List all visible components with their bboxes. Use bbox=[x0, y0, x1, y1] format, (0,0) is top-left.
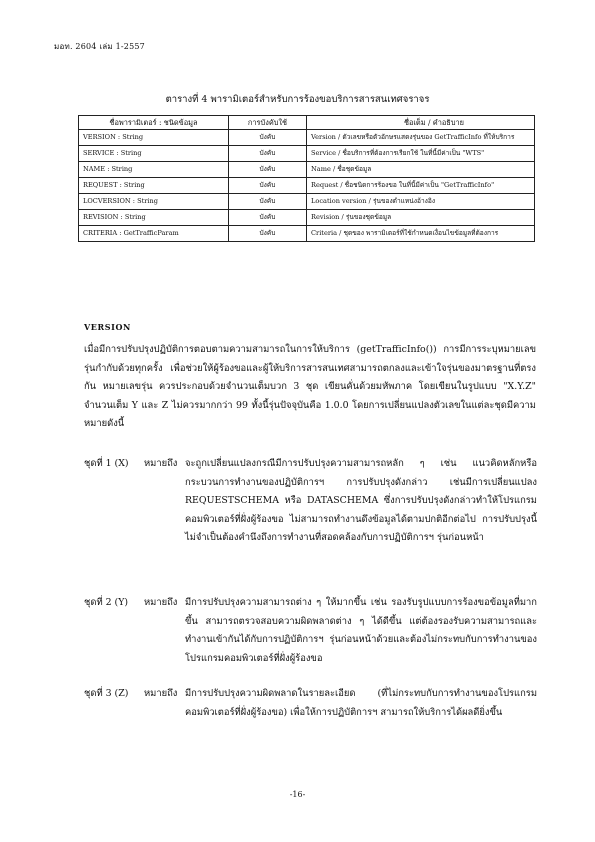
cell-enforcement: บังคับ bbox=[229, 178, 307, 194]
section-title-version: VERSION bbox=[84, 322, 131, 332]
version-paragraph: เมื่อมีการปรับปรุงปฏิบัติการตอบตามความสามารถในการให้บริการ (getTrafficInfo()) การมีการระบุหมายเลขรุ่นกำกับด้วยทุกครั้ง เพื่อช่วยให้ผู้ร้องขอและผู้ให้บริการสารสนเทศสามารถตกลงและเข้าใจรุ่นของมาตรฐานที่ตรงกัน หมายเลขรุ่น ควรประกอบด้วยจำนวนเต็มบวก 3 ชุด เขียนคั่นด้วยมหัพภาค โดยเขียนในรูปแบบ "X.Y.Z" จำนวนเต็ม Y และ Z ไม่ควรมากกว่า 99 ทั้งนี้รุ่นปัจจุบันคือ 1.0.0 โดยการเปลี่ยนแปลงตัวเลขในแต่ละชุดมีความหมายดังนี้ bbox=[84, 344, 536, 430]
item-description: จะถูกเปลี่ยนแปลงกรณีมีการปรับปรุงความสามารถหลัก ๆ เช่น แนวคิดหลักหรือกระบวนการทำงานของปฏิบัติการฯ การปรับปรุงดังกล่าว เช่นมีการเปลี่ยนแปลง REQUESTSCHEMA หรือ DATASCHEMA ซึ่งการปรับปรุงดังกล่าวทำให้โปรแกรมคอมพิวเตอร์ที่ฝั่งผู้ร้องขอ ไม่สามารถทำงานดึงข้อมูลได้ตามปกติอีกต่อไป การปรับปรุงนี้ไม่จำเป็นต้องคำนึงถึงการทำงานที่สอดคล้องกับการปฏิบัติการฯ รุ่นก่อนหน้า bbox=[185, 458, 537, 544]
table-row bbox=[79, 226, 535, 242]
cell-parameter: CRITERIA : GetTrafficParam bbox=[79, 226, 229, 242]
table-row bbox=[79, 210, 535, 226]
table-row bbox=[79, 130, 535, 146]
table-row bbox=[79, 146, 535, 162]
cell-parameter: REVISION : String bbox=[79, 210, 229, 226]
column-header-parameter: ชื่อพารามิเตอร์ : ชนิดข้อมูล bbox=[79, 116, 229, 130]
column-header-enforcement: การบังคับใช้ bbox=[229, 116, 307, 130]
page-number: -16- bbox=[289, 790, 306, 799]
item-label: ชุดที่ 1 (X) bbox=[84, 458, 129, 469]
item-label: ชุดที่ 2 (Y) bbox=[84, 597, 129, 608]
cell-description: Location version / รุ่นของตำแหน่งอ้างอิง bbox=[307, 194, 535, 210]
item-description: มีการปรับปรุงความผิดพลาดในรายละเอียด (ที่ไม่กระทบกับการทำงานของโปรแกรมคอมพิวเตอร์ที่ฝั่งผู้ร้องขอ) เพื่อให้การปฏิบัติการฯ สามารถให้บริการได้ผลดียิ่งขึ้น bbox=[185, 688, 537, 718]
cell-enforcement: บังคับ bbox=[229, 146, 307, 162]
table-header-row bbox=[79, 116, 535, 130]
cell-enforcement: บังคับ bbox=[229, 226, 307, 242]
cell-parameter: REQUEST : String bbox=[79, 178, 229, 194]
cell-description: Criteria / ชุดของ พารามิเตอร์ที่ใช้กำหนดเงื่อนไขข้อมูลที่ต้องการ bbox=[307, 226, 535, 242]
table-row bbox=[79, 194, 535, 210]
cell-enforcement: บังคับ bbox=[229, 194, 307, 210]
cell-parameter: VERSION : String bbox=[79, 130, 229, 146]
cell-description: Service / ชื่อบริการที่ต้องการเรียกใช้ ในที่นี้มีค่าเป็น "WTS" bbox=[307, 146, 535, 162]
item-label: ชุดที่ 3 (Z) bbox=[84, 688, 129, 699]
cell-description: Request / ชื่อชนิดการร้องขอ ในที่นี้มีค่าเป็น "GetTrafficInfo" bbox=[307, 178, 535, 194]
cell-description: Revision / รุ่นของชุดข้อมูล bbox=[307, 210, 535, 226]
table-row bbox=[79, 162, 535, 178]
table-row bbox=[79, 178, 535, 194]
cell-parameter: NAME : String bbox=[79, 162, 229, 178]
cell-enforcement: บังคับ bbox=[229, 130, 307, 146]
table-caption: ตารางที่ 4 พารามิเตอร์สำหรับการร้องขอบริการสารสนเทศจราจร bbox=[165, 94, 430, 105]
item-description: มีการปรับปรุงความสามารถต่าง ๆ ให้มากขึ้น เช่น รองรับรูปแบบการร้องขอข้อมูลที่มากขึ้น สามารถตรวจสอบความผิดพลาดต่าง ๆ ได้ดีขึ้น แต่ต้องรองรับความสามารถและทำงานเข้ากันได้กับการปฏิบัติการฯ รุ่นก่อนหน้าด้วยและต้องไม่กระทบกับการทำงานของโปรแกรมคอมพิวเตอร์ที่ฝั่งผู้ร้องขอ bbox=[185, 597, 537, 664]
cell-parameter: SERVICE : String bbox=[79, 146, 229, 162]
cell-enforcement: บังคับ bbox=[229, 210, 307, 226]
parameter-table bbox=[78, 115, 535, 242]
cell-enforcement: บังคับ bbox=[229, 162, 307, 178]
item-meaning: หมายถึง bbox=[144, 688, 178, 699]
document-code-header: มอท. 2604 เล่ม 1-2557 bbox=[54, 42, 145, 51]
item-meaning: หมายถึง bbox=[144, 458, 178, 469]
item-meaning: หมายถึง bbox=[144, 597, 178, 608]
cell-description: Version / ตัวเลขหรือตัวอักษรแสดงรุ่นของ GetTrafficInfo ที่ให้บริการ bbox=[307, 130, 535, 146]
cell-parameter: LOCVERSION : String bbox=[79, 194, 229, 210]
cell-description: Name / ชื่อชุดข้อมูล bbox=[307, 162, 535, 178]
column-header-description: ชื่อเต็ม / คำอธิบาย bbox=[307, 116, 535, 130]
